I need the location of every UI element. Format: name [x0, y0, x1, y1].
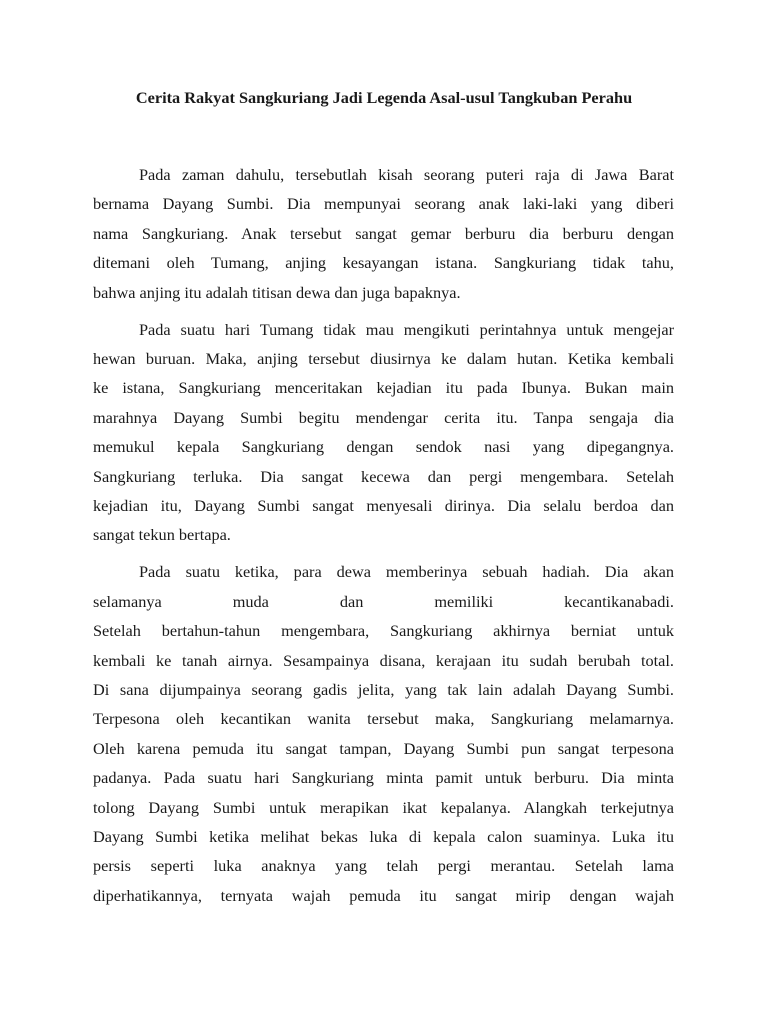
text-line: ke istana, Sangkuriang menceritakan kejadian itu pada Ibunya. Bukan main	[93, 378, 674, 398]
text-line: kembali ke tanah airnya. Sesampainya disana, kerajaan itu sudah berubah total.	[93, 650, 674, 670]
text-line: memukul kepala Sangkuriang dengan sendok nasi yang dipegangnya.	[93, 437, 674, 457]
text-line: bernama Dayang Sumbi. Dia mempunyai seorang anak laki-laki yang diberi	[93, 194, 674, 214]
document-body	[93, 160, 674, 918]
text-line: bahwa anjing itu adalah titisan dewa dan juga bapaknya.	[93, 282, 461, 302]
text-line: hewan buruan. Maka, anjing tersebut diusirnya ke dalam hutan. Ketika kembali	[93, 348, 674, 368]
text-line: Dayang Sumbi ketika melihat bekas luka di kepala calon suaminya. Luka itu	[93, 826, 674, 846]
text-line: kejadian itu, Dayang Sumbi sangat menyesali dirinya. Dia selalu berdoa dan	[93, 495, 674, 515]
text-line: diperhatikannya, ternyata wajah pemuda itu sangat mirip dengan wajah	[93, 885, 674, 905]
text-line: Pada suatu hari Tumang tidak mau mengikuti perintahnya untuk mengejar	[139, 319, 674, 339]
text-line: padanya. Pada suatu hari Sangkuriang minta pamit untuk berburu. Dia minta	[93, 768, 674, 788]
text-line: nama Sangkuriang. Anak tersebut sangat gemar berburu dia berburu dengan	[93, 223, 674, 243]
text-line: Oleh karena pemuda itu sangat tampan, Dayang Sumbi pun sangat terpesona	[93, 738, 674, 758]
text-line: sangat tekun bertapa.	[93, 525, 231, 545]
text-line: ditemani oleh Tumang, anjing kesayangan istana. Sangkuriang tidak tahu,	[93, 253, 674, 273]
text-line: marahnya Dayang Sumbi begitu mendengar cerita itu. Tanpa sengaja dia	[93, 407, 674, 427]
text-line: Sangkuriang terluka. Dia sangat kecewa dan pergi mengembara. Setelah	[93, 466, 674, 486]
text-line: tolong Dayang Sumbi untuk merapikan ikat kepalanya. Alangkah terkejutnya	[93, 797, 674, 817]
text-line: selamanya muda dan memiliki kecantikanabadi.	[93, 591, 674, 611]
paragraph-1	[93, 160, 674, 307]
text-line: Pada zaman dahulu, tersebutlah kisah seorang puteri raja di Jawa Barat	[139, 165, 674, 184]
text-line: Di sana dijumpainya seorang gadis jelita, yang tak lain adalah Dayang Sumbi.	[93, 679, 674, 699]
text-line: Setelah bertahun-tahun mengembara, Sangkuriang akhirnya berniat untuk	[93, 621, 674, 641]
text-line: Terpesona oleh kecantikan wanita tersebut maka, Sangkuriang melamarnya.	[93, 709, 674, 729]
text-line: persis seperti luka anaknya yang telah pergi merantau. Setelah lama	[93, 856, 674, 876]
paragraph-3	[93, 557, 674, 910]
text-line: Pada suatu ketika, para dewa memberinya sebuah hadiah. Dia akan	[139, 562, 674, 582]
paragraph-2	[93, 315, 674, 550]
document-title: Cerita Rakyat Sangkuriang Jadi Legenda Asal-usul Tangkuban Perahu	[135, 88, 633, 107]
